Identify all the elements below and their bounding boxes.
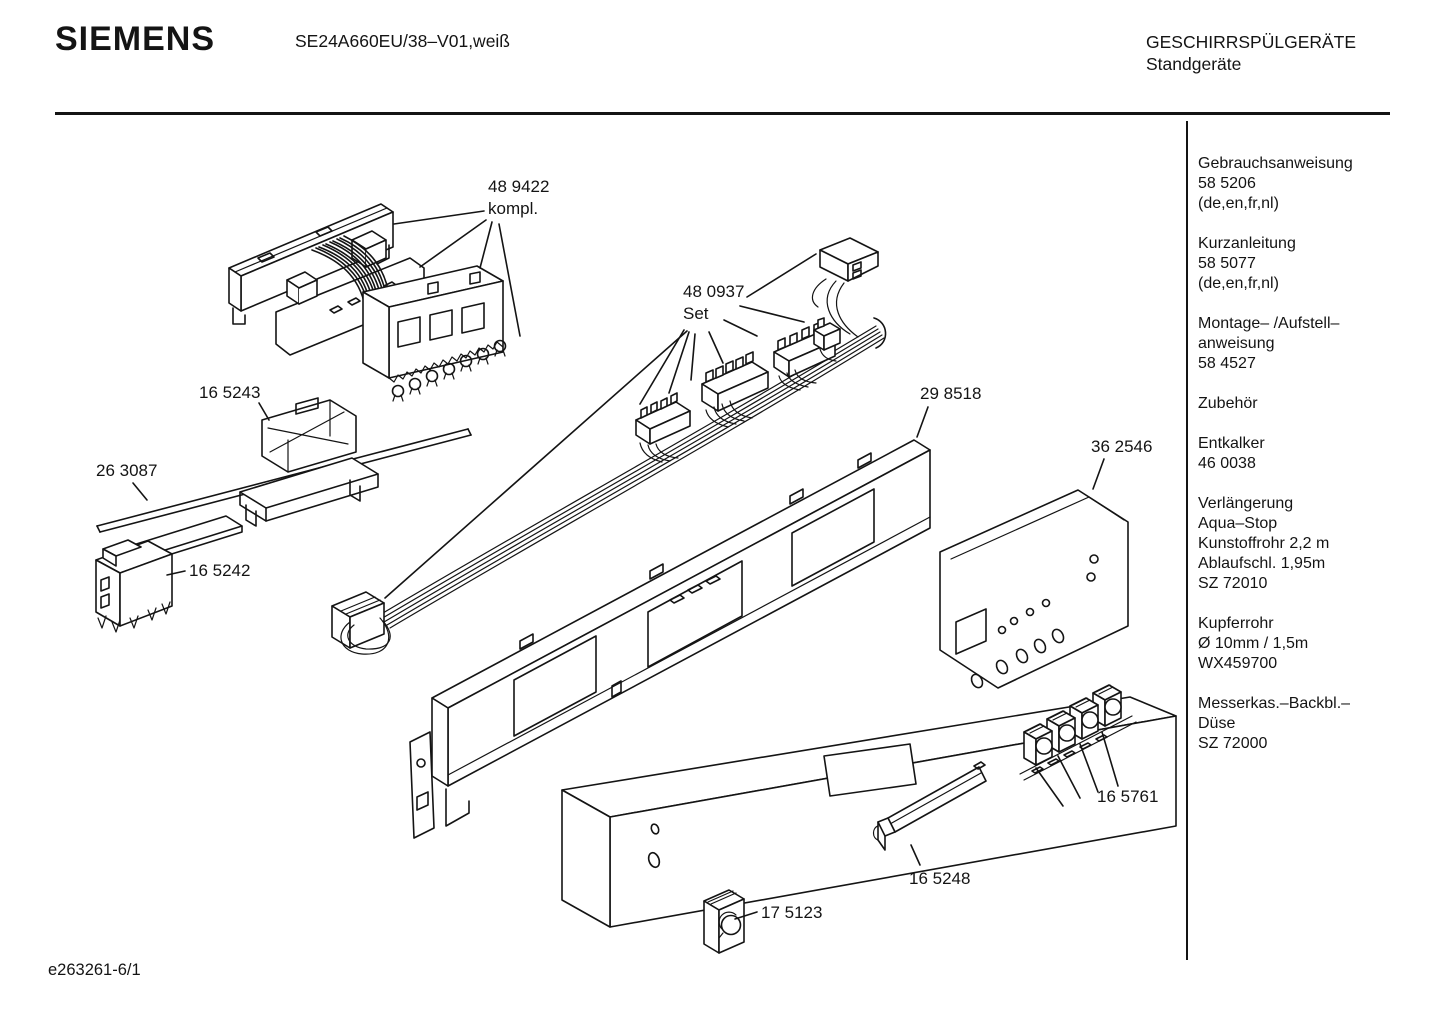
info-line: anweisung xyxy=(1198,335,1275,352)
part-number: 16 5242 xyxy=(189,561,251,580)
info-line: WX459700 xyxy=(1198,655,1278,672)
product-line: GESCHIRRSPÜLGERÄTE xyxy=(1146,32,1357,52)
info-line: Messerkas.–Backbl.– xyxy=(1198,695,1351,712)
info-line: Ø 10mm / 1,5m xyxy=(1198,635,1309,652)
info-line: Verlängerung xyxy=(1198,495,1294,512)
document-id: e263261-6/1 xyxy=(48,961,141,979)
part-16-5243-mounting-bracket xyxy=(240,398,378,526)
part-number: 29 8518 xyxy=(920,384,982,403)
part-label-48-9422 xyxy=(488,176,549,220)
info-line: Kunstoffrohr 2,2 m xyxy=(1198,535,1330,552)
part-number-suffix: kompl. xyxy=(488,199,539,218)
part-number: 48 9422 xyxy=(488,177,550,196)
part-number-suffix: Set xyxy=(683,304,709,323)
part-label-36-2546 xyxy=(1091,436,1152,458)
info-line: 46 0038 xyxy=(1198,455,1256,472)
leader-29-8518 xyxy=(917,407,928,437)
info-line: (de,en,fr,nl) xyxy=(1198,195,1279,212)
info-line: SZ 72000 xyxy=(1198,735,1268,752)
info-line: Aqua–Stop xyxy=(1198,515,1278,532)
part-label-16-5242 xyxy=(189,560,250,582)
info-line: Kupferrohr xyxy=(1198,615,1274,632)
leader-26-3087 xyxy=(133,483,147,500)
info-line: SZ 72010 xyxy=(1198,575,1268,592)
button xyxy=(1024,724,1052,765)
info-line: Zubehör xyxy=(1198,395,1258,412)
part-number: 16 5248 xyxy=(909,869,971,888)
siemens-logo: SIEMENS xyxy=(55,20,216,58)
leader-36-2546 xyxy=(1093,459,1104,489)
leader-16-5243 xyxy=(259,403,269,420)
part-label-29-8518 xyxy=(920,383,981,405)
part-label-17-5123 xyxy=(761,902,822,924)
part-number: 16 5243 xyxy=(199,383,261,402)
part-36-2546-front-panel xyxy=(940,459,1128,690)
part-number: 26 3087 xyxy=(96,461,158,480)
part-label-16-5761 xyxy=(1097,786,1158,808)
info-line: Entkalker xyxy=(1198,435,1265,452)
info-line: Düse xyxy=(1198,715,1236,732)
part-number: 48 0937 xyxy=(683,282,745,301)
part-label-16-5248 xyxy=(909,868,970,890)
part-label-26-3087 xyxy=(96,460,157,482)
part-label-48-0937 xyxy=(683,281,744,325)
product-type: Standgeräte xyxy=(1146,54,1242,74)
info-line: Montage– /Aufstell– xyxy=(1198,315,1340,332)
model-number: SE24A660EU/38–V01,weiß xyxy=(295,31,510,51)
info-line: Ablaufschl. 1,95m xyxy=(1198,555,1326,572)
info-line: Kurzanleitung xyxy=(1198,235,1296,252)
part-label-16-5243 xyxy=(199,382,260,404)
part-48-9422-control-module xyxy=(229,204,520,401)
info-line: 58 5077 xyxy=(1198,255,1256,272)
info-line: 58 5206 xyxy=(1198,175,1256,192)
info-line: Gebrauchsanweisung xyxy=(1198,155,1353,172)
part-number: 16 5761 xyxy=(1097,787,1159,806)
part-number: 17 5123 xyxy=(761,903,823,922)
part-number: 36 2546 xyxy=(1091,437,1153,456)
info-line: 58 4527 xyxy=(1198,355,1256,372)
info-line: (de,en,fr,nl) xyxy=(1198,275,1279,292)
